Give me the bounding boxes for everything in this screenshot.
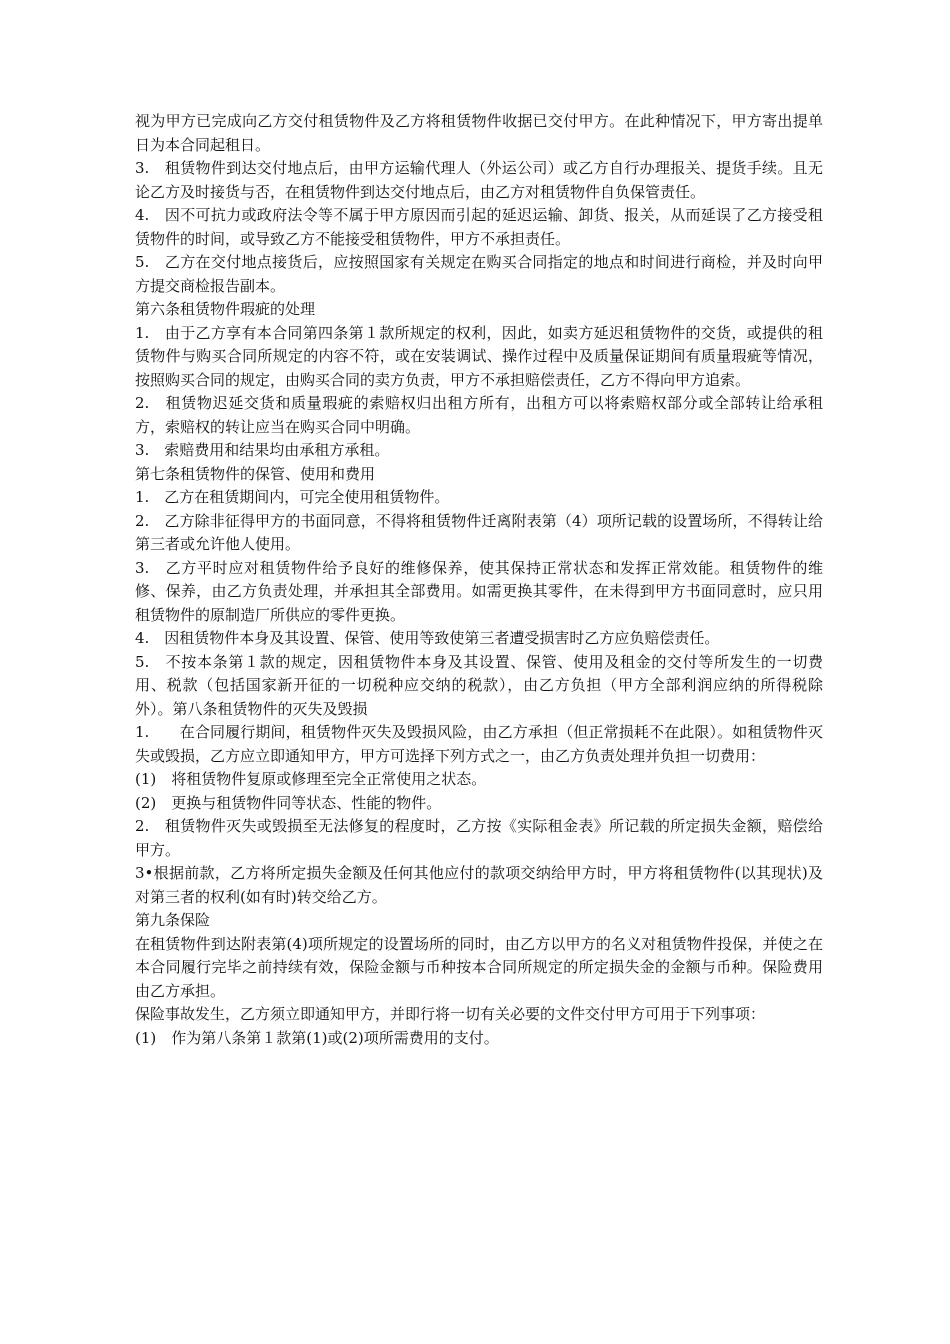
clause-7-item-5: 5. 不按本条第１款的规定，因租赁物件本身及其设置、保管、使用及租金的交付等所发生的一切费用、税款（包括国家新开征的一切税种应交纳的税款），由乙方负担（甲方全部利润应纳的所得税除外）。第八条租赁物件的灭失及毁损: [135, 652, 823, 718]
clause-5-item-3: 3. 租赁物件到达交付地点后，由甲方运输代理人（外运公司）或乙方自行办理报关、提货手续。且无论乙方及时接货与否，在租赁物件到达交付地点后，由乙方对租赁物件自负保管责任。: [135, 159, 823, 201]
clause-5-item-5: 5. 乙方在交付地点接货后，应按照国家有关规定在购买合同指定的地点和时间进行商检，并及时向甲方提交商检报告副本。: [135, 253, 823, 295]
clause-8-item-3: 3•根据前款，乙方将所定损失金额及任何其他应付的款项交纳给甲方时，甲方将租赁物件(以其现状)及对第三者的权利(如有时)转交给乙方。: [135, 864, 823, 906]
clause-5-item-4: 4. 因不可抗力或政府法令等不属于甲方原因而引起的延迟运输、卸货、报关，从而延误了乙方接受租赁物件的时间，或导致乙方不能接受租赁物件，甲方不承担责任。: [135, 206, 823, 248]
clause-8-item-2: 2. 租赁物件灭失或毁损至无法修复的程度时，乙方按《实际租金表》所记载的所定损失金额，赔偿给甲方。: [135, 817, 823, 859]
clause-7-item-2: 2. 乙方除非征得甲方的书面同意，不得将租赁物件迁离附表第（4）项所记载的设置场所，不得转让给第三者或允许他人使用。: [135, 511, 823, 553]
clause-8-option-2: (2) 更换与租赁物件同等状态、性能的物件。: [135, 793, 442, 812]
paragraph-continuation: 视为甲方已完成向乙方交付租赁物件及乙方将租赁物件收据已交付甲方。在此种情况下，甲方寄出提单日为本合同起租日。: [135, 112, 823, 154]
clause-6-item-3: 3. 索赔费用和结果均由承租方承租。: [135, 441, 390, 459]
article-6-heading: 第六条租赁物件瑕疵的处理: [135, 300, 316, 318]
article-7-heading: 第七条租赁物件的保管、使用和费用: [135, 464, 376, 483]
clause-6-item-1: 1. 由于乙方享有本合同第四条第１款所规定的权利，因此，如卖方延迟租赁物件的交货，或提供的租赁物件与购买合同所规定的内容不符，或在安装调试、操作过程中及质量保证期间有质量瑕疵等情况，按照购买合同的规定，由购买合同的卖方负责，甲方不承担赔偿责任，乙方不得向甲方追索。: [135, 323, 823, 389]
clause-6-item-2: 2. 租赁物迟延交货和质量瑕疵的索赔权归出租方所有，出租方可以将索赔权部分或全部转让给承租方，索赔权的转让应当在购买合同中明确。: [135, 394, 823, 436]
article-9-heading: 第九条保险: [135, 911, 211, 929]
clause-9-paragraph-1: 在租赁物件到达附表第(4)项所规定的设置场所的同时，由乙方以甲方的名义对租赁物件投保，并使之在本合同履行完毕之前持续有效，保险金额与币种按本合同所规定的所定损失金的金额与币种。保险费用由乙方承担。: [135, 934, 823, 1000]
document-body: [135, 110, 823, 1050]
clause-9-option-1: (1) 作为第八条第１款第(1)或(2)项所需费用的支付。: [135, 1028, 499, 1047]
clause-8-item-1: 1. 在合同履行期间，租赁物件灭失及毁损风险，由乙方承担（但正常损耗不在此限）。如租赁物件灭失或毁损，乙方应立即通知甲方，甲方可选择下列方式之一，由乙方负责处理并负担一切费用：: [135, 723, 823, 765]
clause-7-item-3: 3. 乙方平时应对租赁物件给予良好的维修保养，使其保持正常状态和发挥正常效能。租赁物件的维修、保养，由乙方负责处理，并承担其全部费用。如需更换其零件，在未得到甲方书面同意时，应只用租赁物件的原制造厂所供应的零件更换。: [135, 558, 823, 624]
clause-9-paragraph-2: 保险事故发生，乙方须立即通知甲方，并即行将一切有关必要的文件交付甲方可用于下列事项：: [135, 1005, 766, 1023]
clause-7-item-1: 1. 乙方在租赁期间内，可完全使用租赁物件。: [135, 488, 450, 506]
clause-8-option-1: (1) 将租赁物件复原或修理至完全正常使用之状态。: [135, 770, 487, 788]
clause-7-item-4: 4. 因租赁物件本身及其设置、保管、使用等致使第三者遭受损害时乙方应负赔偿责任。: [135, 629, 720, 647]
